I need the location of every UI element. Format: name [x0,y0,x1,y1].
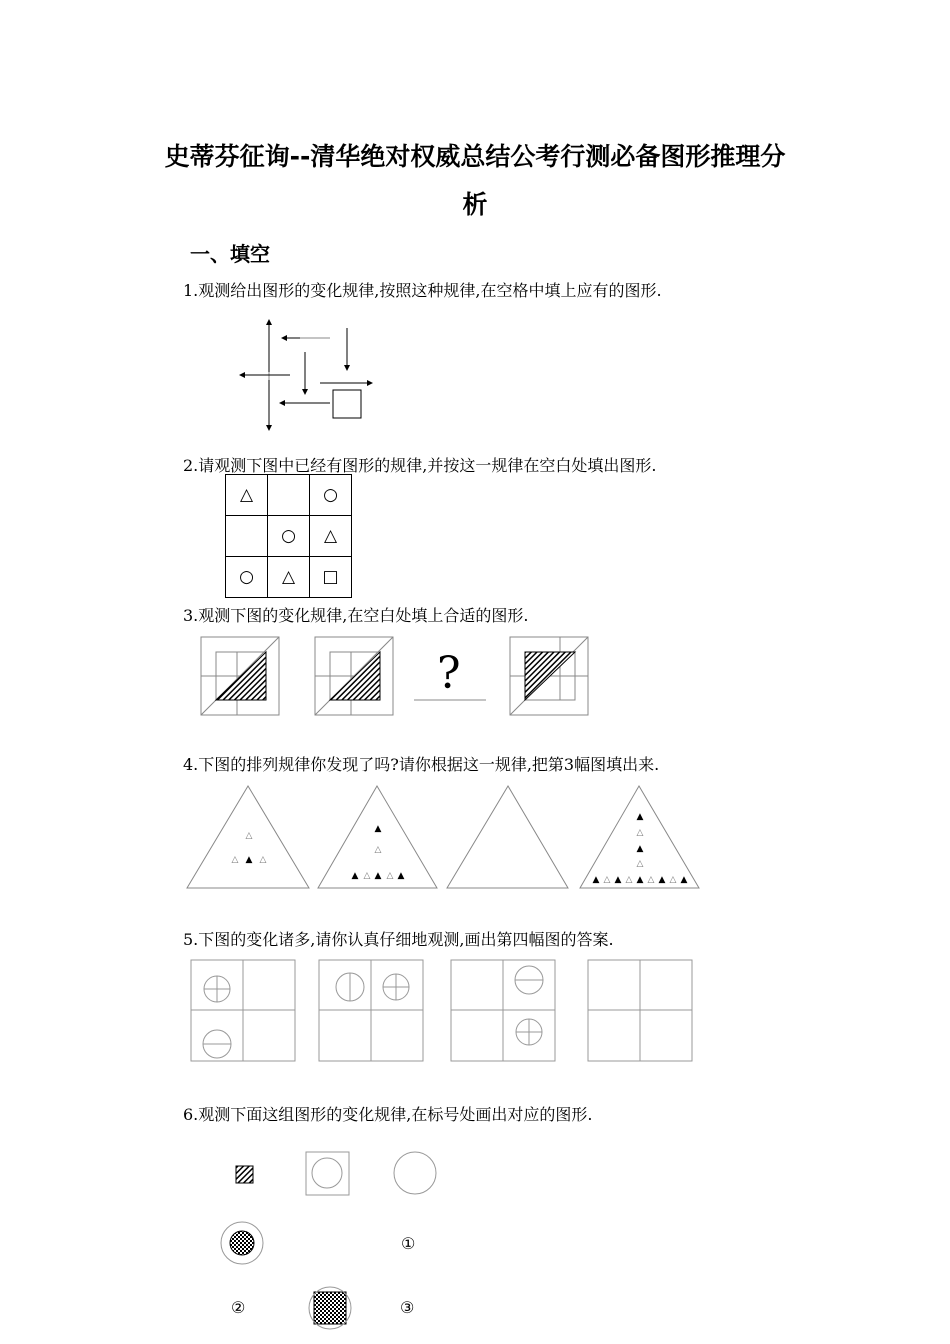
question-3: 3.观测下图的变化规律,在空白处填上合适的图形. [183,606,529,625]
svg-text:▲: ▲ [680,875,688,885]
q3-question-mark: ? [437,648,461,699]
svg-text:▲: ▲ [397,871,405,881]
question-5: 5.下图的变化诸多,请你认真仔细地观测,画出第四幅图的答案. [183,930,614,949]
section-heading: 一、填空 [190,242,270,266]
svg-text:△: △ [374,845,382,855]
grid-cell: ○ [226,557,268,598]
svg-text:△: △ [245,831,253,841]
svg-text:▲: ▲ [658,875,666,885]
question-1: 1.观测给出图形的变化规律,按照这种规律,在空格中填上应有的图形. [183,281,662,300]
svg-text:△: △ [259,855,267,865]
svg-text:△: △ [231,855,239,865]
svg-text:△: △ [636,859,644,869]
svg-text:▲: ▲ [351,871,359,881]
svg-text:▲: ▲ [245,855,253,865]
svg-text:△: △ [363,871,371,881]
grid-cell: ○ [268,516,310,557]
page-title-line1: 史蒂芬征询--清华绝对权威总结公考行测必备图形推理分 [164,142,786,171]
svg-text:△: △ [647,875,655,885]
svg-text:△: △ [625,875,633,885]
grid-cell: □ [310,557,352,598]
question-4: 4.下图的排列规律你发现了吗?请你根据这一规律,把第3幅图填出来. [183,755,660,774]
question-6: 6.观测下面这组图形的变化规律,在标号处画出对应的图形. [183,1105,593,1124]
q6-label-1: ① [401,1234,416,1253]
grid-cell: △ [310,516,352,557]
q6-label-2: ② [231,1298,246,1317]
svg-text:▲: ▲ [592,875,600,885]
page-title-line2: 析 [462,190,488,219]
svg-text:▲: ▲ [374,824,382,834]
svg-text:▲: ▲ [374,871,382,881]
grid-cell: △ [268,557,310,598]
svg-text:▲: ▲ [614,875,622,885]
svg-text:▲: ▲ [636,812,644,822]
svg-text:▲: ▲ [636,875,644,885]
svg-text:△: △ [636,828,644,838]
q6-label-3: ③ [400,1298,415,1317]
grid-cell: ○ [310,475,352,516]
svg-text:△: △ [603,875,611,885]
grid-cell: △ [226,475,268,516]
svg-text:▲: ▲ [636,844,644,854]
svg-text:△: △ [386,871,394,881]
question-2: 2.请观测下图中已经有图形的规律,并按这一规律在空白处填出图形. [183,456,657,475]
svg-text:△: △ [669,875,677,885]
